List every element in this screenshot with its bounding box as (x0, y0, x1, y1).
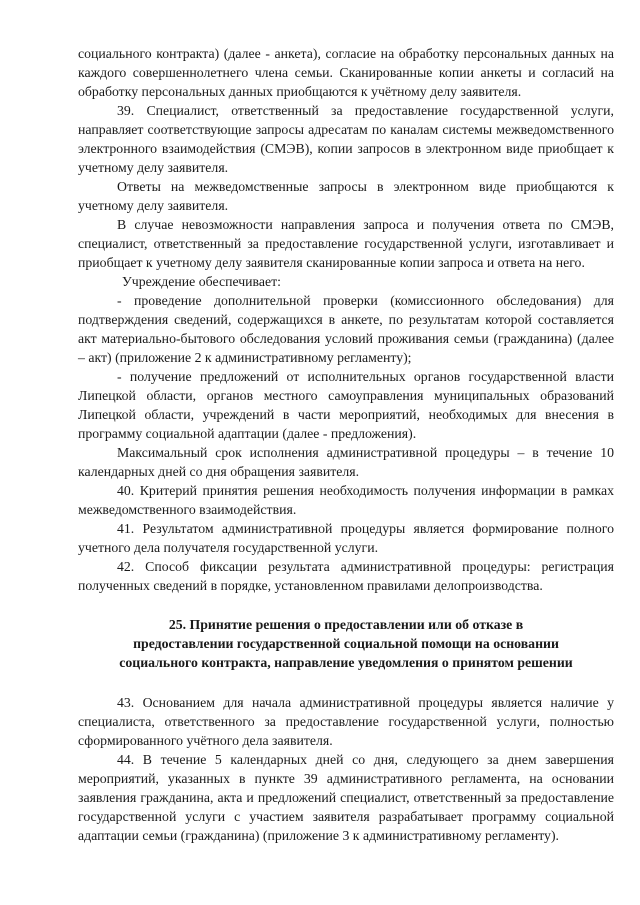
heading-line: предоставлении государственной социальной помощи на основании (133, 636, 559, 651)
heading-line: 25. Принятие решения о предоставлении или об отказе в (168, 617, 524, 632)
paragraph-39: 39. Специалист, ответственный за предоставление государственной услуги, направляет соответствующие запросы адресатам по каналам системы межведомственного электронного взаимодействия (СМЭВ), копии запросов в электронном виде приобщает к учетному делу заявителя. (78, 103, 614, 175)
paragraph-44: 44. В течение 5 календарных дней со дня, следующего за днем завершения мероприятий, указанных в пункте 39 административного регламента, на основании заявления гражданина, акта и предложений специалист, ответственный за предоставление государственной услуги с участием заявителя разрабатывает программу социальной адаптации семьи (гражданина) (приложение 3 к административному регламенту). (78, 752, 614, 843)
paragraph-43: 43. Основанием для начала административной процедуры является наличие у специалиста, ответственного за предоставление государственной услуги, полностью сформированного учётного дела заявителя. (78, 695, 614, 748)
paragraph-proposals: - получение предложений от исполнительных органов государственной власти Липецкой области, органов местного самоуправления муниципальных образований Липецкой области, учреждений в части мероприятий, необходимых для внесения в программу социальной адаптации (далее - предложения). (78, 369, 614, 441)
heading-line: социального контракта, направление уведомления о принятом решении (119, 655, 573, 670)
document-page (78, 44, 614, 845)
section-heading-25 (78, 615, 614, 672)
paragraph-smev-fallback: В случае невозможности направления запроса и получения ответа по СМЭВ, специалист, ответственный за предоставление государственной услуги, изготавливает и приобщает к учетному делу заявителя сканированные копии запроса и ответа на него. (78, 217, 614, 270)
paragraph-institution-provides: Учреждение обеспечивает: (122, 274, 282, 289)
paragraph-40: 40. Критерий принятия решения необходимость получения информации в рамках межведомственного взаимодействия. (78, 483, 614, 517)
paragraph-consent-continuation: социального контракта) (далее - анкета), согласие на обработку персональных данных на каждого совершеннолетнего члена семьи. Сканированные копии анкеты и согласий на обработку персональных данных приобщаются к учётному делу заявителя. (78, 46, 614, 99)
paragraph-additional-check: - проведение дополнительной проверки (комиссионного обследования) для подтверждения сведений, содержащихся в анкете, по результатам которой составляется акт материально-бытового обследования условий проживания семьи (гражданина) (далее – акт) (приложение 2 к административному регламенту); (78, 293, 614, 365)
paragraph-responses: Ответы на межведомственные запросы в электронном виде приобщаются к учетному делу заявителя. (78, 179, 614, 213)
paragraph-41: 41. Результатом административной процедуры является формирование полного учетного дела получателя государственной услуги. (78, 521, 614, 555)
paragraph-42: 42. Способ фиксации результата административной процедуры: регистрация полученных сведений в порядке, установленном правилами делопроизводства. (78, 559, 614, 593)
paragraph-max-term: Максимальный срок исполнения административной процедуры – в течение 10 календарных дней со дня обращения заявителя. (78, 445, 614, 479)
